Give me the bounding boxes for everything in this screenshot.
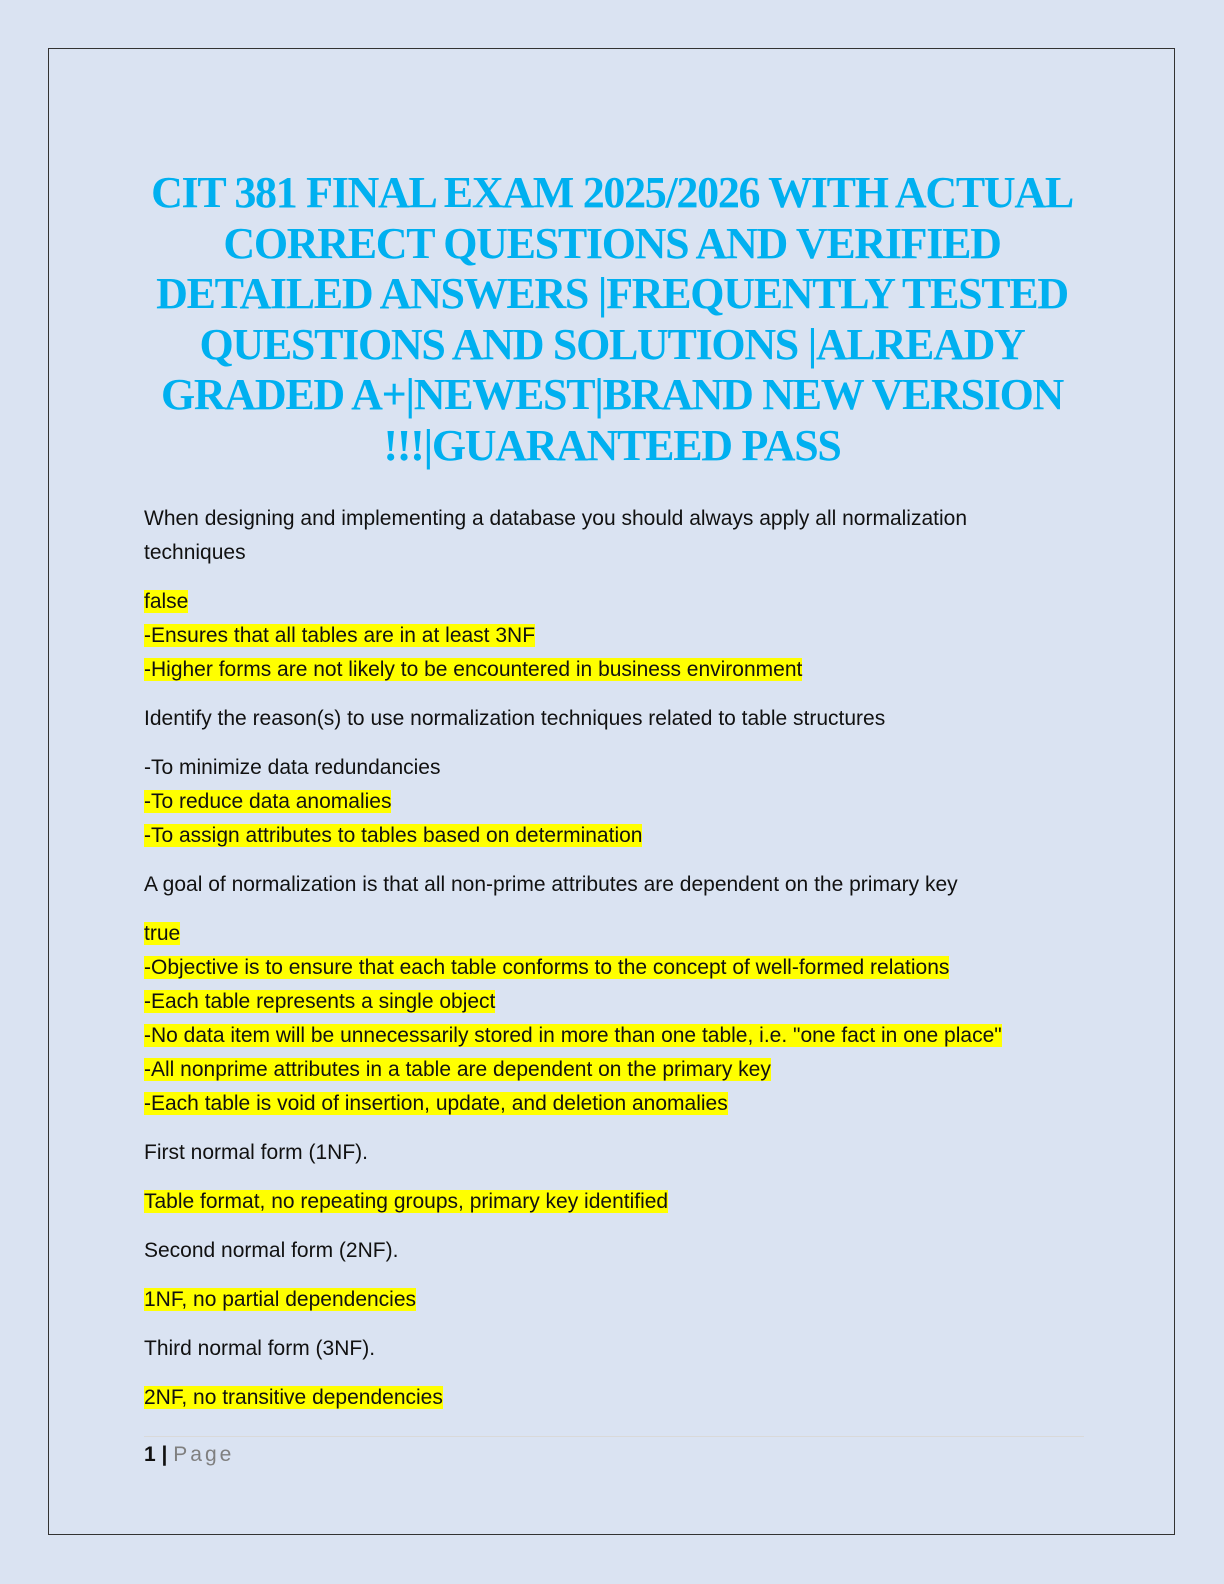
question-1 xyxy=(144,502,1084,570)
question-line: When designing and implementing a database you should always apply all normalization xyxy=(144,507,967,530)
question-3 xyxy=(144,868,1084,902)
footer-divider xyxy=(144,1436,1084,1437)
answer-line: false xyxy=(144,590,189,613)
qa-content xyxy=(144,502,1084,1430)
question-2 xyxy=(144,702,1084,736)
answer-line: -Objective is to ensure that each table conforms to the concept of well-formed relations xyxy=(144,956,950,979)
answer-line: -No data item will be unnecessarily stored in more than one table, i.e. "one fact in one place" xyxy=(144,1024,1002,1047)
answer-block-2 xyxy=(144,751,1084,853)
footer-separator: | xyxy=(161,1443,168,1466)
question-line: First normal form (1NF). xyxy=(144,1141,369,1164)
answer-line: -Higher forms are not likely to be encountered in business environment xyxy=(144,658,803,681)
answer-line: -Each table represents a single object xyxy=(144,990,496,1013)
answer-line: 1NF, no partial dependencies xyxy=(144,1288,417,1311)
answer-block-1 xyxy=(144,585,1084,687)
answer-line: Table format, no repeating groups, primary key identified xyxy=(144,1190,669,1213)
answer-block-4 xyxy=(144,1185,1084,1219)
page-number: 1 xyxy=(144,1443,156,1466)
answer-line: -Ensures that all tables are in at least 3NF xyxy=(144,624,536,647)
answer-line: -To minimize data redundancies xyxy=(144,756,441,779)
question-line: A goal of normalization is that all non-prime attributes are dependent on the primary key xyxy=(144,873,958,896)
answer-line: -All nonprime attributes in a table are dependent on the primary key xyxy=(144,1058,771,1081)
answer-line: -To assign attributes to tables based on determination xyxy=(144,824,643,847)
question-5 xyxy=(144,1234,1084,1268)
answer-line: -To reduce data anomalies xyxy=(144,790,392,813)
page-label: Page xyxy=(173,1443,235,1466)
document-title: CIT 381 FINAL EXAM 2025/2026 WITH ACTUAL CORRECT QUESTIONS AND VERIFIED DETAILED ANSWERS |FREQUENTLY TESTED QUESTIONS AND SOLUTIONS |ALREADY GRADED A+|NEWEST|BRAND NEW VERSION !!!|GUARANTEED PASS xyxy=(151,168,1073,470)
answer-line: true xyxy=(144,922,181,945)
question-line: Third normal form (3NF). xyxy=(144,1337,376,1360)
page-footer xyxy=(144,1440,234,1470)
question-4 xyxy=(144,1136,1084,1170)
answer-line: 2NF, no transitive dependencies xyxy=(144,1386,443,1409)
answer-line: -Each table is void of insertion, update, and deletion anomalies xyxy=(144,1092,728,1115)
question-line: Identify the reason(s) to use normalization techniques related to table structures xyxy=(144,707,886,730)
question-6 xyxy=(144,1332,1084,1366)
answer-block-5 xyxy=(144,1283,1084,1317)
answer-block-3 xyxy=(144,917,1084,1121)
answer-block-6 xyxy=(144,1381,1084,1415)
question-line: Second normal form (2NF). xyxy=(144,1239,399,1262)
question-line: techniques xyxy=(144,541,246,564)
